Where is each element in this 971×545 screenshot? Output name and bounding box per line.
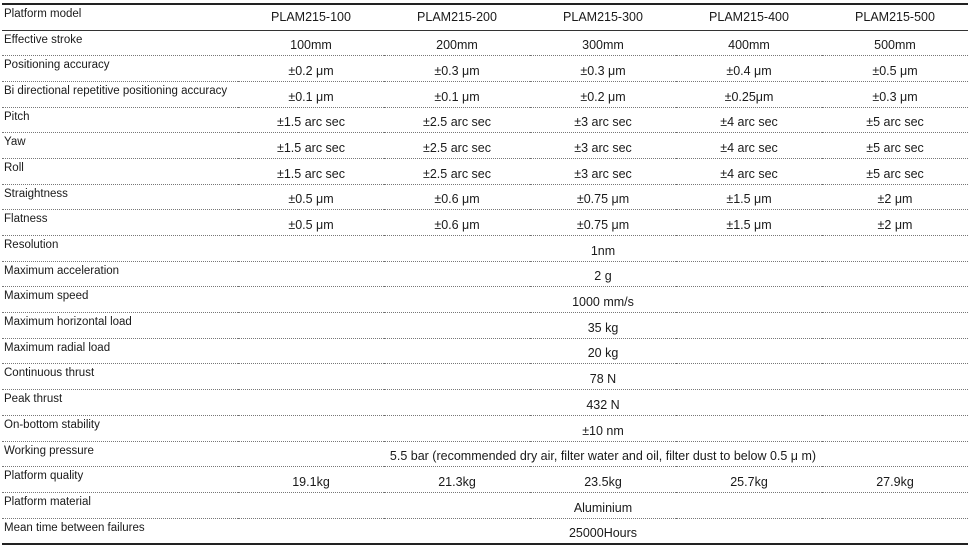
spec-value: ±0.1 μm [384,81,530,107]
spec-row [2,261,968,287]
spec-value: ±1.5 arc sec [238,107,384,133]
spec-value: ±0.3 μm [384,56,530,82]
spec-row [2,158,968,184]
spec-label: Maximum radial load [2,338,238,364]
spec-value-shared: 35 kg [238,313,968,339]
spec-row [2,390,968,416]
spec-label: Mean time between failures [4,521,145,534]
spec-value: ±0.2 μm [238,56,384,82]
spec-label: Flatness [2,210,238,236]
spec-value: ±3 arc sec [530,133,676,159]
spec-value: ±0.2 μm [530,81,676,107]
spec-value: ±4 arc sec [676,133,822,159]
spec-label: Peak thrust [2,390,238,416]
spec-row [2,210,968,236]
spec-label: Straightness [2,184,238,210]
spec-row [2,441,968,467]
spec-value: ±0.5 μm [822,56,968,82]
spec-label: On-bottom stability [2,415,238,441]
spec-value: ±0.4 μm [676,56,822,82]
spec-row [2,287,968,313]
spec-value: ±0.25μm [676,81,822,107]
spec-label: Maximum horizontal load [2,313,238,339]
spec-value-shared: 78 N [238,364,968,390]
spec-row [2,338,968,364]
spec-label: Effective stroke [2,30,238,56]
spec-row [2,415,968,441]
spec-row [2,30,968,56]
spec-row [2,492,968,518]
spec-value: 23.5kg [530,467,676,493]
spec-label: Resolution [2,236,238,262]
spec-value-shared: ±10 nm [238,415,968,441]
model-header: PLAM215-200 [384,4,530,30]
spec-value: ±0.3 μm [530,56,676,82]
spec-value: ±2.5 arc sec [384,133,530,159]
spec-value-shared: 20 kg [238,338,968,364]
model-header: PLAM215-100 [238,4,384,30]
spec-row [2,133,968,159]
spec-value: ±0.6 μm [384,210,530,236]
spec-value: 21.3kg [384,467,530,493]
spec-value: ±0.5 μm [238,210,384,236]
spec-value: ±2 μm [822,184,968,210]
spec-value: ±0.3 μm [822,81,968,107]
spec-row [2,467,968,493]
spec-label: Pitch [2,107,238,133]
spec-value: ±2.5 arc sec [384,158,530,184]
spec-value: ±0.5 μm [238,184,384,210]
spec-label: Positioning accuracy [2,56,238,82]
spec-value: ±0.6 μm [384,184,530,210]
spec-value: ±1.5 μm [676,184,822,210]
model-header: PLAM215-300 [530,4,676,30]
spec-row [2,518,968,544]
spec-value: 19.1kg [238,467,384,493]
spec-label: Platform quality [2,467,238,493]
header-row [2,4,968,30]
spec-value: ±3 arc sec [530,107,676,133]
spec-value-shared: 1nm [238,236,968,262]
spec-value: ±0.75 μm [530,210,676,236]
model-header: PLAM215-400 [676,4,822,30]
spec-row [2,313,968,339]
spec-value-shared: 25000Hours [568,525,638,540]
spec-value: ±2 μm [822,210,968,236]
spec-row [2,184,968,210]
spec-value: ±5 arc sec [822,158,968,184]
spec-row [2,236,968,262]
spec-value: 100mm [238,30,384,56]
spec-label: Bi directional repetitive positioning accuracy [2,81,238,107]
spec-row [2,107,968,133]
spec-label: Working pressure [2,441,238,467]
spec-value: ±0.1 μm [238,81,384,107]
spec-value-shared: 5.5 bar (recommended dry air, filter water and oil, filter dust to below 0.5 μ m) [238,441,968,467]
spec-value: ±1.5 arc sec [238,133,384,159]
spec-value: ±4 arc sec [676,158,822,184]
spec-value: ±5 arc sec [822,133,968,159]
spec-value: ±1.5 arc sec [238,158,384,184]
spec-value: ±2.5 arc sec [384,107,530,133]
spec-value: ±4 arc sec [676,107,822,133]
spec-value: 300mm [530,30,676,56]
header-label: Platform model [2,4,238,30]
spec-table [2,3,968,545]
spec-label: Roll [2,158,238,184]
spec-value-shared: 432 N [238,390,968,416]
spec-value-shared: 2 g [238,261,968,287]
spec-value: ±1.5 μm [676,210,822,236]
spec-value: ±5 arc sec [822,107,968,133]
spec-value: 500mm [822,30,968,56]
spec-value: ±3 arc sec [530,158,676,184]
spec-label: Maximum speed [2,287,238,313]
spec-value: 25.7kg [676,467,822,493]
spec-row [2,364,968,390]
spec-row [2,56,968,82]
spec-value: 400mm [676,30,822,56]
spec-label: Yaw [2,133,238,159]
model-header: PLAM215-500 [822,4,968,30]
spec-label: Platform material [2,492,238,518]
spec-value: 200mm [384,30,530,56]
spec-value: ±0.75 μm [530,184,676,210]
spec-label: Continuous thrust [2,364,238,390]
spec-value-shared: 1000 mm/s [238,287,968,313]
spec-value-shared: Aluminium [238,492,968,518]
spec-table-body [2,4,968,544]
spec-row [2,81,968,107]
spec-label: Maximum acceleration [2,261,238,287]
spec-value: 27.9kg [822,467,968,493]
